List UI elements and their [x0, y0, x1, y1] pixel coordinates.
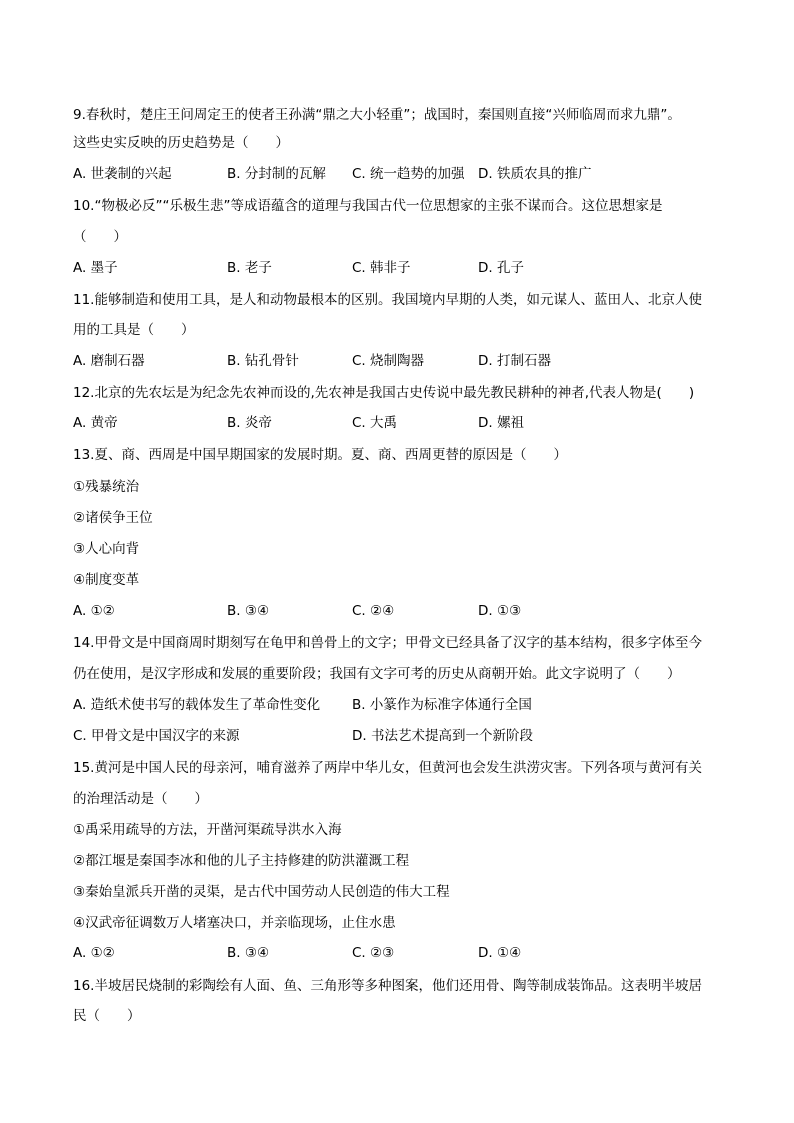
option-a[interactable]: A. 黄帝 — [73, 415, 118, 431]
statement-3: ③秦始皇派兵开凿的灵渠，是古代中国劳动人民创造的伟大工程 — [73, 884, 450, 900]
question-10-stem-cont: （ ） — [73, 229, 127, 245]
option-b[interactable]: B. ③④ — [227, 603, 270, 619]
option-d[interactable]: D. 铁质农具的推广 — [478, 166, 592, 182]
option-b[interactable]: B. ③④ — [227, 945, 270, 961]
option-d[interactable]: D. 孔子 — [478, 260, 524, 276]
option-a[interactable]: A. 世袭制的兴起 — [73, 166, 172, 182]
question-11-stem: 11.能够制造和使用工具，是人和动物最根本的区别。我国境内早期的人类，如元谋人、蓝田人、北京人使 — [73, 292, 702, 308]
question-12-stem: 12.北京的先农坛是为纪念先农神而设的,先农神是我国古史传说中最先教民耕种的神者,代表人物是( ) — [73, 385, 695, 401]
option-b[interactable]: B. 分封制的瓦解 — [227, 166, 326, 182]
question-15-stem-cont: 的治理活动是（ ） — [73, 791, 208, 807]
statement-4: ④汉武帝征调数万人堵塞决口，并亲临现场，止住水患 — [73, 915, 396, 931]
question-15-stem: 15.黄河是中国人民的母亲河，哺育滋养了两岸中华儿女，但黄河也会发生洪涝灾害。下列各项与黄河有关 — [73, 760, 702, 776]
question-11-options — [73, 351, 753, 371]
option-b[interactable]: B. 钻孔骨针 — [227, 353, 299, 369]
option-c[interactable]: C. ②④ — [352, 603, 395, 619]
question-13-stem: 13.夏、商、西周是中国早期国家的发展时期。夏、商、西周更替的原因是（ ） — [73, 447, 567, 463]
option-a[interactable]: A. 造纸术使书写的载体发生了革命性变化 — [73, 697, 321, 713]
option-c[interactable]: C. ②③ — [352, 945, 395, 961]
statement-3: ③人心向背 — [73, 541, 140, 557]
option-d[interactable]: D. 嫘祖 — [478, 415, 524, 431]
option-b[interactable]: B. 炎帝 — [227, 415, 272, 431]
question-14-options-row-2 — [73, 726, 753, 746]
option-d[interactable]: D. ①④ — [478, 945, 522, 961]
option-d[interactable]: D. 打制石器 — [478, 353, 551, 369]
option-b[interactable]: B. 老子 — [227, 260, 272, 276]
option-a[interactable]: A. ①② — [73, 603, 115, 619]
question-9-stem-cont: 这些史实反映的历史趋势是（ ） — [73, 135, 289, 151]
question-13-options — [73, 601, 753, 621]
option-c[interactable]: C. 烧制陶器 — [352, 353, 425, 369]
option-b[interactable]: B. 小篆作为标准字体通行全国 — [352, 697, 532, 713]
statement-2: ②诸侯争王位 — [73, 510, 153, 526]
statement-4: ④制度变革 — [73, 572, 140, 588]
question-14-stem: 14.甲骨文是中国商周时期刻写在龟甲和兽骨上的文字；甲骨文已经具备了汉字的基本结构，很多字体至今 — [73, 635, 702, 651]
option-a[interactable]: A. ①② — [73, 945, 115, 961]
question-16-stem: 16.半坡居民烧制的彩陶绘有人面、鱼、三角形等多种图案，他们还用骨、陶等制成装饰品。这表明半坡居 — [73, 978, 702, 994]
statement-1: ①残暴统治 — [73, 479, 140, 495]
statement-2: ②都江堰是秦国李冰和他的儿子主持修建的防洪灌溉工程 — [73, 853, 410, 869]
question-14-stem-cont: 仍在使用，是汉字形成和发展的重要阶段；我国有文字可考的历史从商朝开始。此文字说明了（ ） — [73, 666, 681, 682]
question-15-options — [73, 943, 753, 963]
option-c[interactable]: C. 甲骨文是中国汉字的来源 — [73, 728, 240, 744]
option-a[interactable]: A. 墨子 — [73, 260, 118, 276]
option-c[interactable]: C. 韩非子 — [352, 260, 411, 276]
option-d[interactable]: D. ①③ — [478, 603, 522, 619]
question-10-stem: 10.“物极必反”“乐极生悲”等成语蕴含的道理与我国古代一位思想家的主张不谋而合。这位思想家是 — [73, 198, 663, 214]
question-9-stem: 9.春秋时，楚庄王问周定王的使者王孙满“鼎之大小轻重”；战国时，秦国则直接“兴师临周而求九鼎”。 — [73, 107, 681, 123]
question-12-options — [73, 413, 753, 433]
statement-1: ①禹采用疏导的方法，开凿河渠疏导洪水入海 — [73, 822, 342, 838]
question-9-options — [73, 164, 753, 184]
question-11-stem-cont: 用的工具是（ ） — [73, 322, 195, 338]
question-14-options-row-1 — [73, 695, 753, 715]
question-10-options — [73, 258, 753, 278]
option-d[interactable]: D. 书法艺术提高到一个新阶段 — [352, 728, 533, 744]
option-c[interactable]: C. 大禹 — [352, 415, 398, 431]
option-c[interactable]: C. 统一趋势的加强 — [352, 166, 465, 182]
question-16-stem-cont: 民（ ） — [73, 1008, 141, 1024]
option-a[interactable]: A. 磨制石器 — [73, 353, 145, 369]
